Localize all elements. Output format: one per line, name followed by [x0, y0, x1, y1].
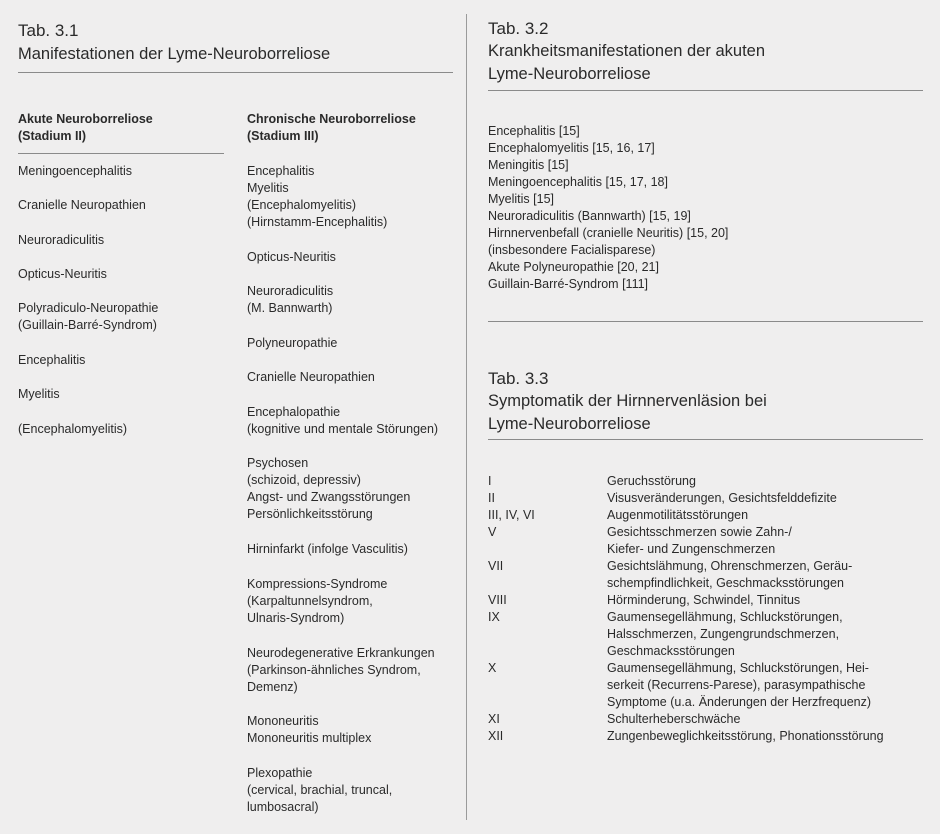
symptom-cell: Visusveränderungen, Gesichtsfelddefizite [607, 491, 837, 505]
list-item: Encephalitis [15] [488, 124, 580, 138]
cranial-nerve-cell: II [488, 491, 495, 505]
tab32-bottom-rule [488, 321, 923, 322]
cranial-nerve-cell: I [488, 474, 492, 488]
symptom-cell: Gaumensegellähmung, Schluckstörungen, Hei- serkeit (Recurrens-Parese), parasympathische Symptome (u.a. Änderungen der Herzfrequenz) [607, 661, 872, 709]
symptom-cell: Gaumensegellähmung, Schluckstörungen, Halsschmerzen, Zungengrundschmerzen, Geschmacksstörungen [607, 610, 843, 658]
tab31-col1-header: Akute Neuroborreliose (Stadium II) [18, 112, 153, 143]
cranial-nerve-cell: XII [488, 729, 504, 743]
list-item: Cranielle Neuropathien [18, 198, 146, 212]
list-item: Myelitis [18, 387, 60, 401]
table-row [488, 711, 884, 728]
cranial-nerve-cell: XI [488, 712, 500, 726]
cranial-nerve-cell: III, IV, VI [488, 508, 535, 522]
list-item: Encephalopathie (kognitive und mentale Störungen) [247, 405, 439, 436]
table-row [488, 473, 884, 490]
tab31-col2-header: Chronische Neuroborreliose (Stadium III) [247, 112, 416, 143]
tab32-title-rule [488, 90, 923, 91]
list-item: Cranielle Neuropathien [247, 370, 375, 384]
tab33-table [488, 473, 884, 745]
list-item: Meningoencephalitis [18, 164, 132, 178]
cranial-nerve-cell: VIII [488, 593, 507, 607]
list-item: Polyneuropathie [247, 336, 338, 350]
symptom-cell: Gesichtslähmung, Ohrenschmerzen, Geräu- schempfindlichkeit, Geschmacksstörungen [607, 559, 853, 590]
list-item: Myelitis [15] [488, 192, 554, 206]
table-row [488, 558, 884, 592]
list-item: Hirnnervenbefall (cranielle Neuritis) [15, 20] [488, 226, 729, 240]
cranial-nerve-cell: IX [488, 610, 500, 624]
list-item: Guillain-Barré-Syndrom [111] [488, 277, 649, 291]
list-item: Neuroradiculitis (Bannwarth) [15, 19] [488, 209, 691, 223]
table-row [488, 660, 884, 711]
list-item: Hirninfarkt (infolge Vasculitis) [247, 542, 408, 556]
tab33-table-wrap [488, 473, 884, 745]
list-item: Neurodegenerative Erkrankungen (Parkinson-ähnliches Syndrom, Demenz) [247, 646, 435, 694]
list-item: Opticus-Neuritis [247, 250, 336, 264]
symptom-cell: Augenmotilitätsstörungen [607, 508, 749, 522]
list-item: Opticus-Neuritis [18, 267, 107, 281]
tab31-title-rule [18, 72, 453, 73]
cranial-nerve-cell: V [488, 525, 497, 539]
list-item: Akute Polyneuropathie [20, 21] [488, 260, 659, 274]
tab31-number: Tab. 3.1 [18, 21, 79, 40]
list-item: Encephalomyelitis [15, 16, 17] [488, 141, 655, 155]
tab33-title: Symptomatik der Hirnnervenläsion bei Lyme-Neuroborreliose [488, 392, 767, 433]
tab32-list [488, 123, 728, 293]
tab32-title: Krankheitsmanifestationen der akuten Lyme-Neuroborreliose [488, 42, 766, 83]
list-item: Encephalitis Myelitis (Encephalomyelitis) (Hirnstamm-Encephalitis) [247, 164, 388, 229]
cranial-nerve-cell: X [488, 661, 497, 675]
cranial-nerve-cell: VII [488, 559, 504, 573]
symptom-cell: Schulterheberschwäche [607, 712, 741, 726]
list-item: Encephalitis [18, 353, 86, 367]
column-divider [466, 14, 467, 820]
list-item: Neuroradiculitis (M. Bannwarth) [247, 284, 334, 315]
list-item: Psychosen (schizoid, depressiv) Angst- und Zwangsstörungen Persönlichkeitsstörung [247, 456, 411, 521]
table-row [488, 609, 884, 660]
list-item: Plexopathie (cervical, brachial, truncal, lumbosacral) [247, 766, 393, 814]
list-item: (insbesondere Facialisparese) [488, 243, 656, 257]
list-item: Polyradiculo-Neuropathie (Guillain-Barré-Syndrom) [18, 301, 159, 332]
list-item: Meningoencephalitis [15, 17, 18] [488, 175, 668, 189]
tab31-col1-rule [18, 153, 224, 154]
table-row [488, 524, 884, 558]
table-row [488, 490, 884, 507]
list-item: Kompressions-Syndrome (Karpaltunnelsyndrom, Ulnaris-Syndrom) [247, 577, 388, 625]
symptom-cell: Zungenbeweglichkeitsstörung, Phonationsstörung [607, 729, 884, 743]
tab33-number: Tab. 3.3 [488, 369, 549, 388]
symptom-cell: Gesichtsschmerzen sowie Zahn-/ Kiefer- und Zungenschmerzen [607, 525, 792, 556]
table-row [488, 728, 884, 745]
symptom-cell: Hörminderung, Schwindel, Tinnitus [607, 593, 801, 607]
tab32-number: Tab. 3.2 [488, 19, 549, 38]
list-item: Meningitis [15] [488, 158, 569, 172]
tab33-title-rule [488, 439, 923, 440]
table-row [488, 592, 884, 609]
symptom-cell: Geruchsstörung [607, 474, 696, 488]
list-item: Neuroradiculitis [18, 233, 105, 247]
list-item: (Encephalomyelitis) [18, 422, 128, 436]
tab31-title: Manifestationen der Lyme-Neuroborreliose [18, 45, 331, 63]
list-item: Mononeuritis Mononeuritis multiplex [247, 714, 372, 745]
table-row [488, 507, 884, 524]
